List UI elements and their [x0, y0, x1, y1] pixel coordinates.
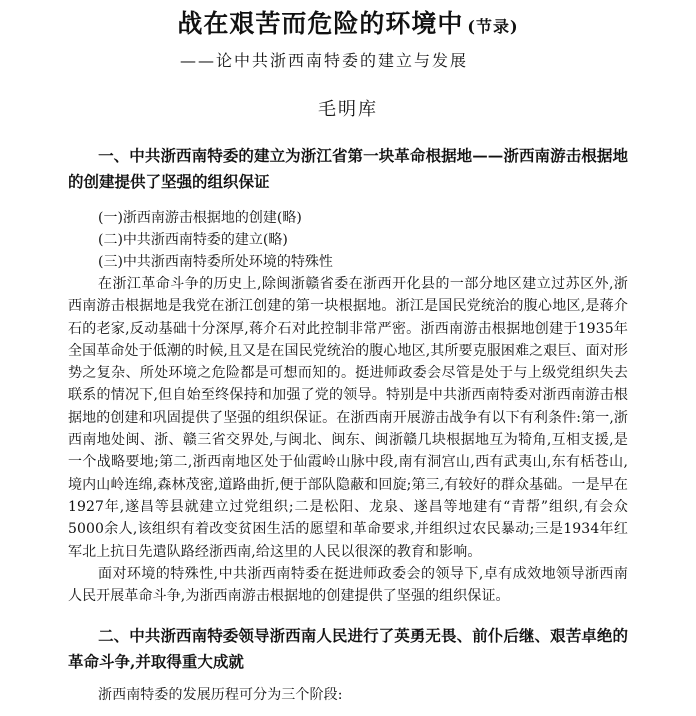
body-paragraph-1: 在浙江革命斗争的历史上,除闽浙赣省委在浙西开化县的一部分地区建立过苏区外,浙西南游击根据地是我党在浙江创建的第一块根据地。浙江是国民党统治的腹心地区,是蒋介石的老家,反动基础十分深厚,蒋介石对此控制非常严密。浙西南游击根据地创建于1935年全国革命处于低潮的时候,且又是在国民党统治的腹心地区,其所要克服困难之艰巨、面对形势之复杂、所处环境之危险都是可想而知的。挺进师政委会尽管是处于与上级党组织失去联系的情况下,但自始至终保持和加强了党的领导。特别是中共浙西南特委对浙西南游击根据地的创建和巩固提供了坚强的组织保证。在浙西南开展游击战争有以下有利条件:第一,浙西南地处闽、浙、赣三省交界处,与闽北、闽东、闽浙赣几块根据地互为犄角,互相支援,是一个战略要地;第二,浙西南地区处于仙霞岭山脉中段,南有洞宫山,西有武夷山,东有栝苍山,境内山岭连绵,森林茂密,道路曲折,便于部队隐蔽和回旋;第三,有较好的群众基础。一是早在1927年,遂昌等县就建立过党组织;二是松阳、龙泉、遂昌等地建有“青帮”组织,有会众5000余人,该组织有着改变贫困生活的愿望和革命要求,并组织过农民暴动;三是1934年红军北上抗日先遣队路经浙西南,给这里的人民以很深的教育和影响。 — [68, 276, 628, 560]
subsection-1-1: (一)浙西南游击根据地的创建(略) — [98, 210, 302, 226]
article-body — [68, 143, 628, 707]
article-author: 毛明库 — [318, 99, 378, 120]
section-heading-2-text: 二、中共浙西南特委领导浙西南人民进行了英勇无畏、前仆后继、艰苦卓绝的革命斗争,并取得重大成就 — [68, 626, 628, 672]
section-heading-1 — [68, 143, 628, 195]
article-subtitle: ——论中共浙西南特委的建立与发展 — [180, 51, 469, 70]
section-heading-1-text: 一、中共浙西南特委的建立为浙江省第一块革命根据地——浙西南游击根据地的创建提供了坚强的组织保证 — [68, 146, 628, 191]
subsection-1-2: (二)中共浙西南特委的建立(略) — [98, 232, 288, 248]
article-title: 战在艰苦而危险的环境中 — [177, 9, 464, 38]
body-paragraph-2: 面对环境的特殊性,中共浙西南特委在挺进师政委会的领导下,卓有成效地领导浙西南人民开展革命斗争,为浙西南游击根据地的创建提供了坚强的组织保证。 — [68, 565, 628, 605]
body-paragraph-3: 浙西南特委的发展历程可分为三个阶段: — [98, 687, 343, 704]
section-heading-2 — [68, 623, 628, 675]
article-title-line — [0, 4, 696, 40]
article-title-note: (节录) — [467, 17, 519, 36]
subsection-1-3: (三)中共浙西南特委所处环境的特殊性 — [98, 254, 333, 270]
